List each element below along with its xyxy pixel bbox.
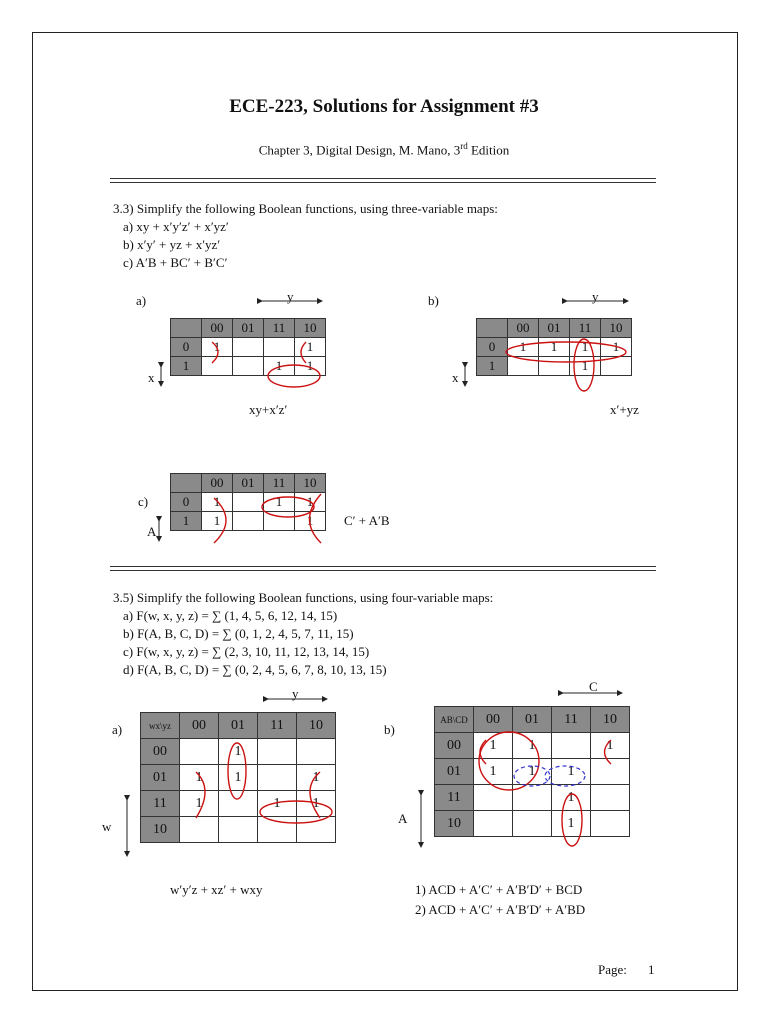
- kmap-cell: [591, 785, 630, 811]
- kmap-cell: 1: [202, 493, 233, 512]
- kmap-header-cell: 00: [202, 474, 233, 493]
- kmap-cell: [264, 512, 295, 531]
- question-item: a) xy + x′y′z′ + x′yz′: [123, 219, 229, 234]
- kmap-cell: 1: [180, 765, 219, 791]
- column-variable-label: C: [589, 679, 598, 694]
- kmap-cell: [474, 811, 513, 837]
- kmap-header-cell: 0: [477, 338, 508, 357]
- kmap-cell: 1: [570, 338, 601, 357]
- kmap-header-cell: AB\CD: [435, 707, 474, 733]
- column-variable-label: y: [292, 686, 299, 701]
- kmap-header-cell: 11: [264, 474, 295, 493]
- kmap-cell: 1: [202, 338, 233, 357]
- kmap-header-cell: 10: [591, 707, 630, 733]
- kmap-cell: 1: [474, 733, 513, 759]
- kmap-cell: [508, 357, 539, 376]
- kmap-header-cell: 00: [202, 319, 233, 338]
- kmap-header-cell: 01: [539, 319, 570, 338]
- kmap-cell: [513, 785, 552, 811]
- kmap-header-cell: 00: [508, 319, 539, 338]
- kmap-cell: 1: [513, 733, 552, 759]
- page-bottom-rule: [32, 990, 738, 991]
- kmap-cell: [233, 512, 264, 531]
- kmap-cell: 1: [474, 759, 513, 785]
- kmap-header-cell: 11: [264, 319, 295, 338]
- question-prompt: 3.3) Simplify the following Boolean functions, using three-variable maps:: [113, 201, 498, 216]
- kmap-cell: [258, 765, 297, 791]
- map-result: x′+yz: [610, 402, 639, 417]
- map-result: xy+x′z′: [249, 402, 288, 417]
- map-label: a): [136, 293, 147, 308]
- kmap-cell: 1: [591, 733, 630, 759]
- section-divider: [110, 566, 656, 571]
- kmap-cell: [233, 357, 264, 376]
- kmap-cell: 1: [552, 811, 591, 837]
- kmap-cell: 1: [552, 759, 591, 785]
- question-item: b) F(A, B, C, D) = ∑ (0, 1, 2, 4, 5, 7, 11, 15): [123, 626, 354, 641]
- kmap-3-5a: [140, 712, 336, 843]
- kmap-header-cell: 00: [141, 739, 180, 765]
- map-label: a): [112, 722, 123, 737]
- question-item: c) A′B + BC′ + B′C′: [123, 255, 228, 270]
- kmap-cell: 1: [297, 791, 336, 817]
- question-item: d) F(A, B, C, D) = ∑ (0, 2, 4, 5, 6, 7, 8, 10, 13, 15): [123, 662, 387, 677]
- kmap-header-cell: 0: [171, 493, 202, 512]
- kmap-header-cell: 10: [295, 474, 326, 493]
- kmap-header-cell: 11: [141, 791, 180, 817]
- kmap-header-cell: 01: [141, 765, 180, 791]
- kmap-cell: [513, 811, 552, 837]
- section-divider: [110, 178, 656, 183]
- kmap-cell: 1: [295, 338, 326, 357]
- kmap-cell: [258, 739, 297, 765]
- kmap-cell: [591, 811, 630, 837]
- kmap-cell: [180, 739, 219, 765]
- kmap-header-cell: 10: [141, 817, 180, 843]
- kmap-cell: 1: [513, 759, 552, 785]
- question-item: a) F(w, x, y, z) = ∑ (1, 4, 5, 6, 12, 14, 15): [123, 608, 338, 623]
- page-frame: [32, 32, 738, 991]
- kmap-cell: [297, 817, 336, 843]
- kmap-3-5b: [434, 706, 630, 837]
- kmap-header-cell: [171, 319, 202, 338]
- kmap-header-cell: 00: [180, 713, 219, 739]
- question-item: c) F(w, x, y, z) = ∑ (2, 3, 10, 11, 12, 13, 14, 15): [123, 644, 370, 659]
- kmap-header-cell: 10: [295, 319, 326, 338]
- kmap-header-cell: 10: [435, 811, 474, 837]
- kmap-cell: 1: [295, 357, 326, 376]
- kmap-header-cell: 11: [435, 785, 474, 811]
- kmap-cell: [233, 493, 264, 512]
- kmap-cell: [474, 785, 513, 811]
- kmap-cell: 1: [601, 338, 632, 357]
- kmap-header-cell: 1: [477, 357, 508, 376]
- row-variable-label: A: [398, 811, 408, 826]
- kmap-cell: [552, 733, 591, 759]
- kmap-header-cell: wx\yz: [141, 713, 180, 739]
- kmap-header-cell: 1: [171, 512, 202, 531]
- kmap-cell: 1: [295, 493, 326, 512]
- kmap-cell: [180, 817, 219, 843]
- map-result: C′ + A′B: [344, 513, 390, 528]
- column-variable-label: y: [592, 289, 599, 304]
- kmap-cell: 1: [552, 785, 591, 811]
- kmap-cell: 1: [258, 791, 297, 817]
- question-3-3: [113, 200, 498, 272]
- kmap-3-3b: [476, 318, 632, 376]
- kmap-3-3a: [170, 318, 326, 376]
- column-variable-label: y: [287, 289, 294, 304]
- kmap-cell: 1: [539, 338, 570, 357]
- map-result-2: 2) ACD + A′C′ + A′B′D′ + A′BD: [415, 902, 586, 917]
- page-label: Page:: [598, 962, 627, 977]
- row-variable-label: w: [102, 819, 112, 834]
- kmap-header-cell: 01: [233, 319, 264, 338]
- kmap-cell: 1: [264, 493, 295, 512]
- question-prompt: 3.5) Simplify the following Boolean functions, using four-variable maps:: [113, 590, 494, 605]
- kmap-header-cell: 01: [435, 759, 474, 785]
- kmap-cell: 1: [508, 338, 539, 357]
- kmap-cell: 1: [570, 357, 601, 376]
- kmap-header-cell: 00: [474, 707, 513, 733]
- kmap-header-cell: 11: [570, 319, 601, 338]
- kmap-header-cell: 10: [601, 319, 632, 338]
- map-result: w′y′z + xz′ + wxy: [170, 882, 263, 897]
- row-variable-label: x: [452, 370, 459, 385]
- kmap-header-cell: 1: [171, 357, 202, 376]
- page-number: 1: [648, 962, 655, 977]
- kmap-cell: [219, 817, 258, 843]
- kmap-header-cell: 01: [233, 474, 264, 493]
- kmap-cell: [539, 357, 570, 376]
- kmap-cell: 1: [295, 512, 326, 531]
- kmap-header-cell: 0: [171, 338, 202, 357]
- row-variable-label: x: [148, 370, 155, 385]
- question-item: b) x′y′ + yz + x′yz′: [123, 237, 221, 252]
- document-subtitle: Chapter 3, Digital Design, M. Mano, 3rd Edition: [258, 141, 510, 158]
- kmap-cell: 1: [219, 765, 258, 791]
- row-variable-label: A: [147, 524, 157, 539]
- kmap-header-cell: 10: [297, 713, 336, 739]
- kmap-cell: [233, 338, 264, 357]
- map-result-1: 1) ACD + A′C′ + A′B′D′ + BCD: [415, 882, 583, 897]
- kmap-cell: 1: [202, 512, 233, 531]
- kmap-header-cell: 11: [552, 707, 591, 733]
- kmap-cell: [591, 759, 630, 785]
- kmap-header-cell: 00: [435, 733, 474, 759]
- map-label: b): [384, 722, 395, 737]
- kmap-header-cell: [477, 319, 508, 338]
- map-label: c): [138, 494, 149, 509]
- kmap-header-cell: 11: [258, 713, 297, 739]
- kmap-cell: [202, 357, 233, 376]
- kmap-cell: 1: [180, 791, 219, 817]
- question-3-5: [113, 589, 493, 679]
- map-label: b): [428, 293, 439, 308]
- document-title: ECE-223, Solutions for Assignment #3: [229, 96, 539, 117]
- kmap-header-cell: 01: [219, 713, 258, 739]
- kmap-cell: 1: [297, 765, 336, 791]
- kmap-3-3c: [170, 473, 326, 531]
- kmap-header-cell: 01: [513, 707, 552, 733]
- kmap-cell: [264, 338, 295, 357]
- kmap-cell: 1: [264, 357, 295, 376]
- kmap-cell: [601, 357, 632, 376]
- kmap-cell: [258, 817, 297, 843]
- kmap-cell: [219, 791, 258, 817]
- kmap-cell: [297, 739, 336, 765]
- kmap-header-cell: [171, 474, 202, 493]
- kmap-cell: 1: [219, 739, 258, 765]
